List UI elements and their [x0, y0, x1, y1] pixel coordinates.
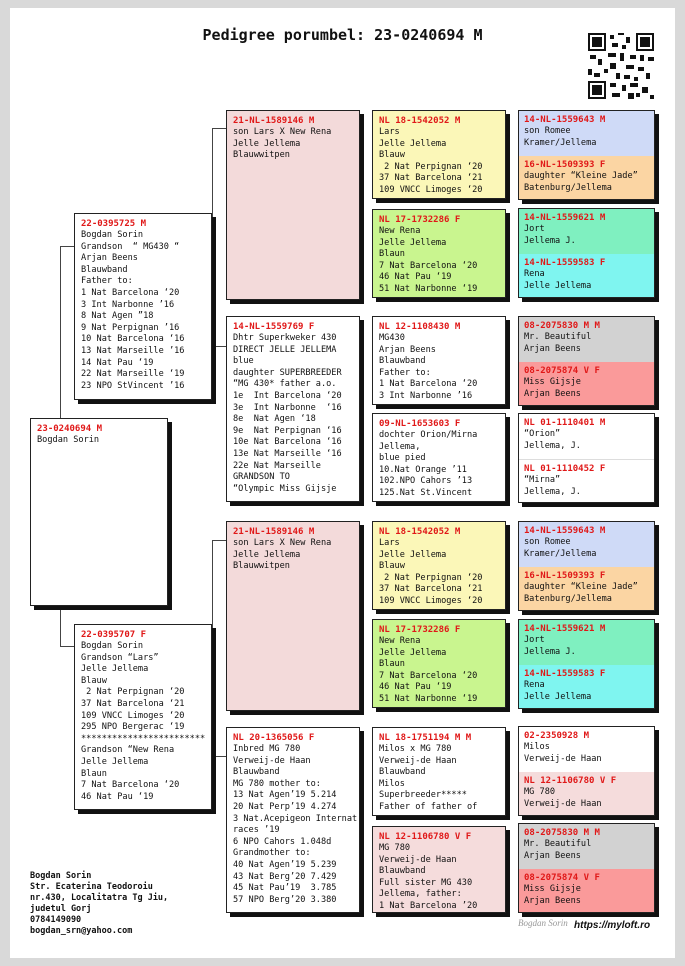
website-link[interactable]: https://myloft.ro: [574, 920, 651, 931]
ggg-pair-card: [518, 726, 655, 816]
bird-text: “Mirna” Jellema, J.: [524, 475, 581, 497]
granddam-maternal-card: [226, 727, 360, 913]
ring-number: NL 01-1110452 F: [524, 464, 606, 474]
sire-text: Bogdan Sorin Grandson “ MG430 “ Arjan Beens Blauwband Father to: 1 Nat Barcelona ‘20 3 Int Narbonne ’16 8 Nat Agen ”18 9 Nat Perpignan ’16 10 Nat Barcelona ‘16 13 Nat Marseille ’16 14 Nat Pau ‘19 22 Nat Marseille ‘19 23 NPO StVincent ’16: [81, 230, 185, 391]
grandsire-maternal-card: [226, 521, 360, 711]
grandparent-text: son Lars X New Rena Jelle Jellema Blauwwitpen: [233, 127, 332, 161]
ring-number: NL 12-1106780 V F: [524, 776, 617, 786]
bird-text: son Romee Kramer/Jellema: [524, 537, 597, 559]
bird-text: Milos Verweij-de Haan: [524, 742, 602, 764]
grandparent-text: Dhtr Superkweker 430 DIRECT JELLE JELLEMA blue daughter SUPERBREEDER “MG 430* father a.o. 1e Int Barcelona ‘20 3e Int Narbonne ‘16 8e Nat Agen ‘18 9e Nat Perpignan ‘16 10e Nat Barcelona ‘16 13e Nat Marseille ‘16 22e Nat Marseille GRANDSON TO “Olympic Miss Gijsje: [233, 333, 342, 494]
dam-card: [74, 624, 212, 810]
ring-number: 14-NL-1559583 F: [524, 258, 606, 268]
ggg-pair-card: [518, 521, 655, 611]
ggg-pair-card: [518, 110, 655, 200]
connector-line: [212, 128, 213, 346]
subject-owner: Bogdan Sorin: [37, 435, 100, 445]
bird-text: Miss Gijsje Arjan Beens: [524, 377, 581, 399]
bird-text: daughter “Kleine Jade” Batenburg/Jellema: [524, 582, 638, 604]
page-title: Pedigree porumbel: 23-0240694 M: [202, 26, 483, 44]
ring-number: 02-2350928 M: [524, 731, 590, 741]
sire-ring: 22-0395725 M: [81, 219, 147, 229]
bird-text: Rena Jelle Jellema: [524, 269, 592, 291]
ring-number: 14-NL-1559621 M: [524, 624, 606, 634]
bird-text: Jort Jellema J.: [524, 224, 576, 246]
ring-number: 08-2075874 V F: [524, 366, 600, 376]
bird-text: MG430 Arjan Beens Blauwband Father to: 1 Nat Barcelona ‘20 3 Int Narbonne ’16: [379, 333, 478, 401]
grandparent-text: son Lars X New Rena Jelle Jellema Blauwwitpen: [233, 538, 332, 572]
ggg-pair-card: [518, 823, 655, 913]
great-grandparent-card: [372, 316, 506, 405]
owner-email: bogdan_srn@yahoo.com: [30, 926, 133, 936]
bird-text: daughter “Kleine Jade” Batenburg/Jellema: [524, 171, 638, 193]
connector-line: [60, 246, 74, 247]
ring-number: 16-NL-1509393 F: [524, 571, 606, 581]
ggg-pair-card: [518, 208, 655, 298]
sire-card: [74, 213, 212, 400]
great-grandparent-card: [372, 413, 506, 502]
connector-line: [212, 540, 226, 541]
great-grandparent-card: [372, 826, 506, 913]
great-grandparent-card: [372, 727, 506, 816]
owner-contact-block: [30, 871, 168, 937]
connector-line: [212, 128, 226, 129]
bird-text: Jort Jellema J.: [524, 635, 576, 657]
great-grandparent-card: [372, 110, 506, 199]
owner-address: nr.430, Localitatra Tg Jiu,: [30, 893, 169, 903]
owner-county: judetul Gorj: [30, 904, 92, 914]
granddam-paternal-card: [226, 316, 360, 502]
ring-number: NL 12-1106780 V F: [379, 832, 472, 842]
bird-text: New Rena Jelle Jellema Blaun 7 Nat Barcelona ‘20 46 Nat Pau ‘19 51 Nat Narbonne ‘19: [379, 636, 478, 704]
grandparent-ring: NL 20-1365056 F: [233, 733, 315, 743]
subject-ring: 23-0240694 M: [37, 424, 103, 434]
ring-number: NL 01-1110401 M: [524, 418, 606, 428]
ring-number: 08-2075830 M M: [524, 828, 600, 838]
bird-text: dochter Orion/Mirna Jellema, blue pied 10.Nat Orange ’11 102.NPO Cahors ’13 125.Nat St.Vincent: [379, 430, 478, 498]
ring-number: 14-NL-1559583 F: [524, 669, 606, 679]
ring-number: NL 17-1732286 F: [379, 625, 461, 635]
bird-text: Lars Jelle Jellema Blauw 2 Nat Perpignan ‘20 37 Nat Barcelona ‘21 109 VNCC Limoges ‘20: [379, 127, 483, 195]
ggg-pair-card: [518, 316, 655, 406]
connector-line: [212, 540, 213, 756]
ring-number: NL 17-1732286 F: [379, 215, 461, 225]
bird-text: New Rena Jelle Jellema Blaun 7 Nat Barcelona ‘20 46 Nat Pau ‘19 51 Nat Narbonne ‘19: [379, 226, 478, 294]
ring-number: 14-NL-1559643 M: [524, 526, 606, 536]
grandparent-ring: 21-NL-1589146 M: [233, 527, 315, 537]
connector-line: [212, 346, 226, 347]
ring-number: 14-NL-1559621 M: [524, 213, 606, 223]
ring-number: NL 18-1751194 M M: [379, 733, 472, 743]
bird-text: “Orion” Jellema, J.: [524, 429, 581, 451]
bird-text: Mr. Beautiful Arjan Beens: [524, 332, 592, 354]
great-grandparent-card: [372, 209, 506, 298]
bird-text: son Romee Kramer/Jellema: [524, 126, 597, 148]
ring-number: 08-2075830 M M: [524, 321, 600, 331]
bird-text: MG 780 Verweij-de Haan Blauwband Full sister MG 430 Jellema, father: 1 Nat Barcelona ’20: [379, 843, 478, 911]
connector-line: [60, 646, 74, 647]
grandparent-ring: 21-NL-1589146 M: [233, 116, 315, 126]
ring-number: 08-2075874 V F: [524, 873, 600, 883]
grandparent-ring: 14-NL-1559769 F: [233, 322, 315, 332]
bird-text: Rena Jelle Jellema: [524, 680, 592, 702]
owner-phone: 0784149090: [30, 915, 82, 925]
dam-ring: 22-0395707 F: [81, 630, 147, 640]
dam-text: Bogdan Sorin Grandson “Lars” Jelle Jellema Blauw 2 Nat Perpignan ‘20 37 Nat Barcelona ‘21 109 VNCC Limoges ‘20 295 NPO Bergerac ‘19 ************************ Grandson “New Rena Jelle Jellema Blaun 7 Nat Barcelona ‘20 46 Nat Pau ‘19: [81, 641, 206, 802]
ring-number: NL 18-1542052 M: [379, 527, 461, 537]
bird-text: Miss Gijsje Arjan Beens: [524, 884, 581, 906]
ring-number: 16-NL-1509393 F: [524, 160, 606, 170]
grandparent-text: Inbred MG 780 Verweij-de Haan Blauwband MG 780 mother to: 13 Nat Agen’19 5.214 20 Nat Perp’19 4.274 3 Nat.Acepigeon Internat races ’19 6 NPO Cahors 1.048d Grandmother to: 40 Nat Agen’19 5.239 43 Nat Berg’20 7.429 45 Nat Pau’19 3.785 57 NPO Berg’20 3.380: [233, 744, 358, 905]
grandsire-paternal-card: [226, 110, 360, 300]
ring-number: NL 18-1542052 M: [379, 116, 461, 126]
connector-line: [212, 756, 226, 757]
great-grandparent-card: [372, 619, 506, 708]
ggg-pair-card: [518, 619, 655, 709]
owner-name: Bogdan Sorin: [30, 871, 92, 881]
ggg-pair-card: [518, 413, 655, 503]
bird-text: MG 780 Verweij-de Haan: [524, 787, 602, 809]
great-grandparent-card: [372, 521, 506, 610]
qr-code-icon: [588, 33, 654, 99]
ring-number: 14-NL-1559643 M: [524, 115, 606, 125]
ring-number: 09-NL-1653603 F: [379, 419, 461, 429]
signature: Bogdan Sorin: [518, 918, 568, 928]
subject-card: [30, 418, 168, 606]
bird-text: Mr. Beautiful Arjan Beens: [524, 839, 592, 861]
owner-street: Str. Ecaterina Teodoroiu: [30, 882, 153, 892]
bird-text: Milos x MG 780 Verweij-de Haan Blauwband Milos Superbreeder***** Father of father of: [379, 744, 478, 812]
ring-number: NL 12-1108430 M: [379, 322, 461, 332]
bird-text: Lars Jelle Jellema Blauw 2 Nat Perpignan ‘20 37 Nat Barcelona ‘21 109 VNCC Limoges ‘20: [379, 538, 483, 606]
